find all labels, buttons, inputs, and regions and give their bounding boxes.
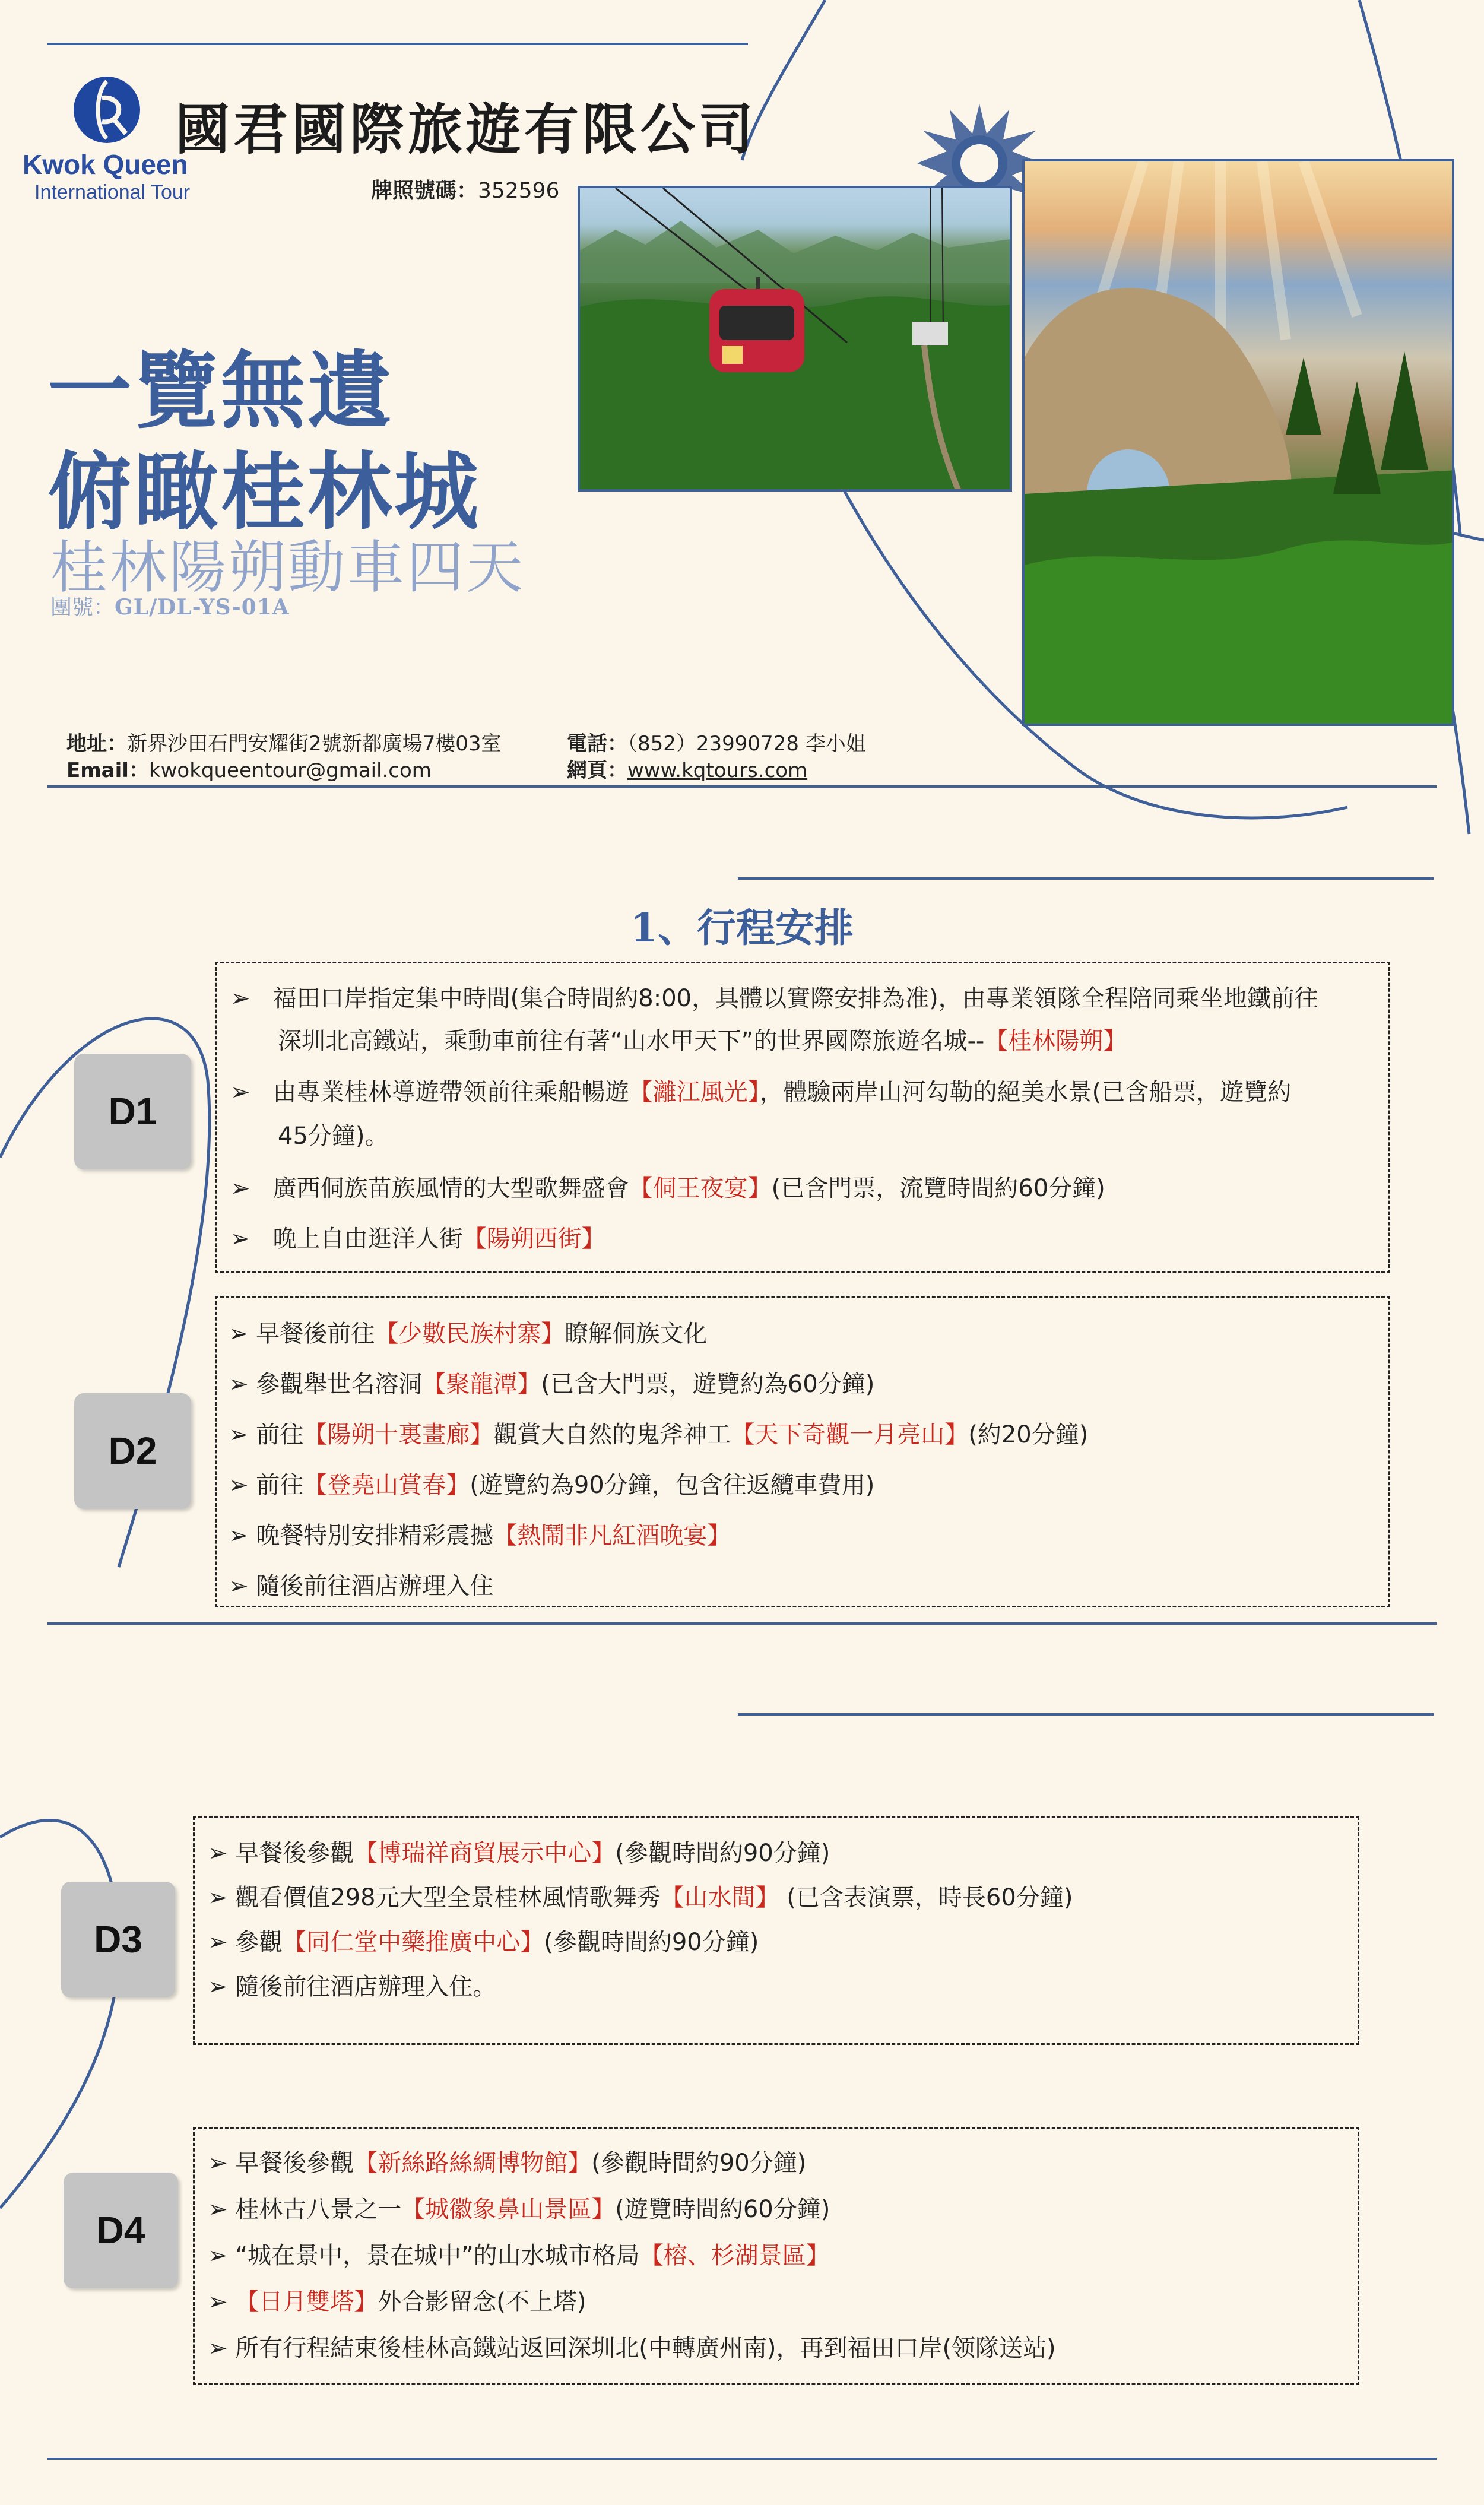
list-item: ➢ 所有行程結束後桂林高鐵站返回深圳北(中轉廣州南)，再到福田口岸(领隊送站) [208,2335,1056,2362]
list-item: ➢ 早餐後前往【少數民族村寨】瞭解侗族文化 [229,1320,708,1347]
phone: 電話：（852）23990728 李小姐 [567,732,866,756]
section-title: 1、行程安排 [630,905,854,951]
list-item: ➢ 參觀舉世名溶洞【聚龍潭】(已含大門票，遊覽約為60分鐘) [229,1371,875,1398]
section-top-line-2 [738,1713,1434,1716]
slogan-line-1: 一覽無遺 [47,342,394,440]
section-top-line [738,877,1434,880]
company-name: 國君國際旅遊有限公司 [175,98,757,161]
slogan-line-2: 俯瞰桂林城 [47,443,481,541]
cable-car-photo [578,186,1012,492]
list-item: 45分鐘)。 [278,1123,389,1150]
list-item: 深圳北高鐵站，乘動車前往有著“山水甲天下”的世界國際旅遊名城--【桂林陽朔】 [278,1028,1127,1055]
list-item: ➢ 隨後前往酒店辦理入住 [229,1572,494,1600]
footer-line [47,2458,1437,2460]
email: Email：kwokqueentour@gmail.com [66,759,432,782]
list-item: ➢ “城在景中，景在城中”的山水城市格局【榕、杉湖景區】 [208,2242,830,2269]
header-top-line [47,43,748,45]
list-item: ➢ 晚餐特別安排精彩震撼【熱鬧非凡紅酒晚宴】 [229,1522,731,1549]
day-3-label: D3 [61,1882,175,1997]
brand-name-en: Kwok Queen [23,149,188,180]
list-item: ➢ 由專業桂林導遊帶领前往乘船暢遊【灕江風光】，體驗兩岸山河勾勒的絕美水景(已含船票，遊覽約 [230,1079,1292,1106]
brand-name-en-sub: International Tour [34,181,191,204]
address: 地址：新界沙田石門安耀街2號新都廣場7樓03室 [66,732,502,756]
header-bottom-line [47,785,1437,788]
list-item: ➢ 桂林古八景之一【城徽象鼻山景區】(遊覽時間約60分鐘) [208,2196,830,2223]
day-2-label: D2 [74,1393,191,1509]
list-item: ➢ 隨後前往酒店辦理入住。 [208,1973,497,2000]
list-item: ➢ 參觀【同仁堂中藥推廣中心】(參觀時間約90分鐘) [208,1929,759,1956]
list-item: ➢ 前往【登堯山賞春】(遊覽約為90分鐘，包含往返纜車費用) [229,1472,875,1499]
moon-hill-photo [1022,159,1454,726]
list-item: ➢ 前往【陽朔十裏畫廊】觀賞大自然的鬼斧神工【天下奇觀一月亮山】(約20分鐘) [229,1421,1089,1448]
website: 網頁：www.kqtours.com [567,759,808,782]
tour-code: 團號：GL/DL-YS-01A [50,595,290,620]
list-item: ➢ 早餐後參觀【新絲路絲綢博物館】(參觀時間約90分鐘) [208,2149,807,2177]
list-item: ➢ 廣西侗族苗族風情的大型歌舞盛會【侗王夜宴】(已含門票，流覽時間約60分鐘) [230,1175,1105,1202]
day-1-label: D1 [74,1054,191,1169]
tour-subtitle: 桂林陽朔動車四天 [50,534,525,601]
list-item: ➢ 福田口岸指定集中時間(集合時間約8:00，具體以實際安排為准)，由專業領隊全程陪同乘坐地鐵前往 [230,985,1318,1012]
list-item: ➢ 觀看價值298元大型全景桂林風情歌舞秀【山水間】 (已含表演票，時長60分鐘) [208,1884,1073,1911]
list-item: ➢ 晚上自由逛洋人街【陽朔西街】 [230,1225,605,1252]
list-item: ➢ 【日月雙塔】外合影留念(不上塔) [208,2288,586,2316]
kwok-queen-logo-icon [71,74,142,145]
list-item: ➢ 早餐後參觀【博瑞祥商貿展示中心】(參觀時間約90分鐘) [208,1840,830,1867]
day-4-label: D4 [64,2173,178,2288]
section-bottom-line-1 [47,1622,1437,1625]
license-number: 牌照號碼：352596 [371,179,560,203]
website-link[interactable]: www.kqtours.com [627,759,808,782]
